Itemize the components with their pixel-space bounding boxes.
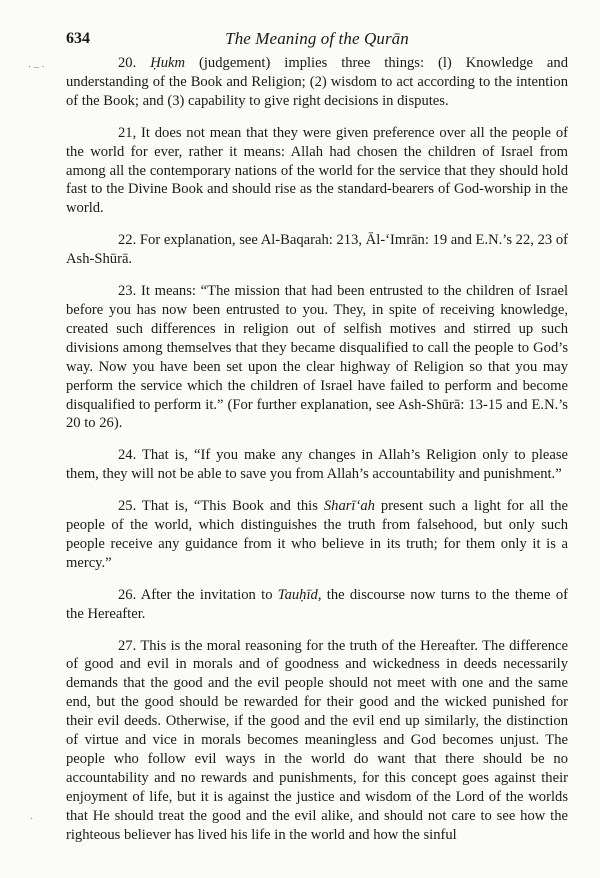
note-number: 24. — [118, 447, 137, 464]
book-page — [66, 24, 568, 864]
explanatory-notes — [66, 54, 568, 845]
note-number: 20. — [118, 55, 137, 71]
note-emphasis: Tauḥīd, — [277, 586, 322, 603]
running-title: The Meaning of the Qurān — [225, 29, 409, 48]
note-text: After the invitation to — [140, 586, 273, 603]
note-text: (judgement) implies three things: (l) Knowledge and understanding of the Book and Religion; (2) wisdom to act according to the intention of the Book; and (3) capability to give right decisions in disputes. — [66, 55, 568, 109]
note-21 — [66, 124, 568, 219]
note-emphasis: Sharī‘ah — [323, 498, 375, 515]
note-number: 21, — [118, 124, 137, 141]
note-23 — [66, 282, 568, 433]
note-number: 26. — [118, 586, 137, 603]
scan-speck: · – · — [28, 62, 45, 73]
note-text: This is the moral reasoning for the truth of the Hereafter. The difference of good and evil in morals and of goodness and wickedness in deeds necessarily demands that the good and the evil people should not meet with one and the same end, but the good should be rewarded for their good and the wicked punished for their evil deeds. Otherwise, if the good and the evil end up similarly, the distinction of virtue and vice in morals becomes meaningless and God becomes unjust. The people who follow evil ways in the world do want that there should be no accountability and no rewards and punishments, for this concept goes against their enjoyment of life, but it is against the justice and wisdom of the Lord of the worlds that He should treat the good and the evil alike, and should not care to see how the righteous believer has lived his life in the world and how the sinful — [66, 637, 569, 843]
note-text: That is, “This Book and this — [141, 498, 318, 515]
note-number: 25. — [118, 498, 137, 515]
page-header — [66, 24, 568, 54]
note-20 — [66, 54, 568, 111]
note-text: It does not mean that they were given preference over all the people of the world for ever, rather it means: Allah had chosen the children of Israel from among all the contemporary nations of the world for the service that they should hold fast to the Divine Book and should rise as the standard-bearers of God-worship in the world. — [66, 124, 568, 217]
note-text-continued: the discourse now turns to the theme of the Hereafter. — [66, 586, 569, 622]
note-text: That is, “If you make any changes in Allah’s Religion only to please them, they will not be able to save you from Allah’s accountability and punishment.” — [66, 447, 569, 483]
page-number: 634 — [66, 30, 90, 47]
note-text: It means: “The mission that had been entrusted to the children of Israel before you has now been entrusted to you. They, in spite of receiving knowledge, created such differences in religion out of selfish motives and stirred up such divisions among themselves that they became disqualified to call the people to God’s way. Now you have been set upon the clear highway of Religion so that you may perform the service which the children of Israel have failed to perform and become disqualified to perform it.” (For further explanation, see Ash-Shūrā: 13-15 and E.N.’s 20 to 26). — [66, 283, 569, 432]
note-emphasis: Ḥukm — [150, 55, 186, 71]
note-text-continued: present such a light for all the people of the world, which distinguishes the truth from falsehood, but only such people receive any guidance from it who believe in its truth; for them only it is a mercy.” — [66, 498, 568, 571]
note-number: 23. — [118, 283, 137, 300]
note-number: 22. — [118, 232, 137, 249]
note-24 — [66, 446, 568, 484]
note-22 — [66, 231, 568, 269]
note-25 — [66, 497, 568, 573]
note-27 — [66, 637, 568, 845]
note-26 — [66, 586, 568, 624]
note-text: For explanation, see Al-Baqarah: 213, Āl-‘Imrān: 19 and E.N.’s 22, 23 of Ash-Shūrā. — [66, 232, 568, 268]
scan-speck: · — [30, 814, 34, 825]
note-number: 27. — [118, 637, 137, 654]
